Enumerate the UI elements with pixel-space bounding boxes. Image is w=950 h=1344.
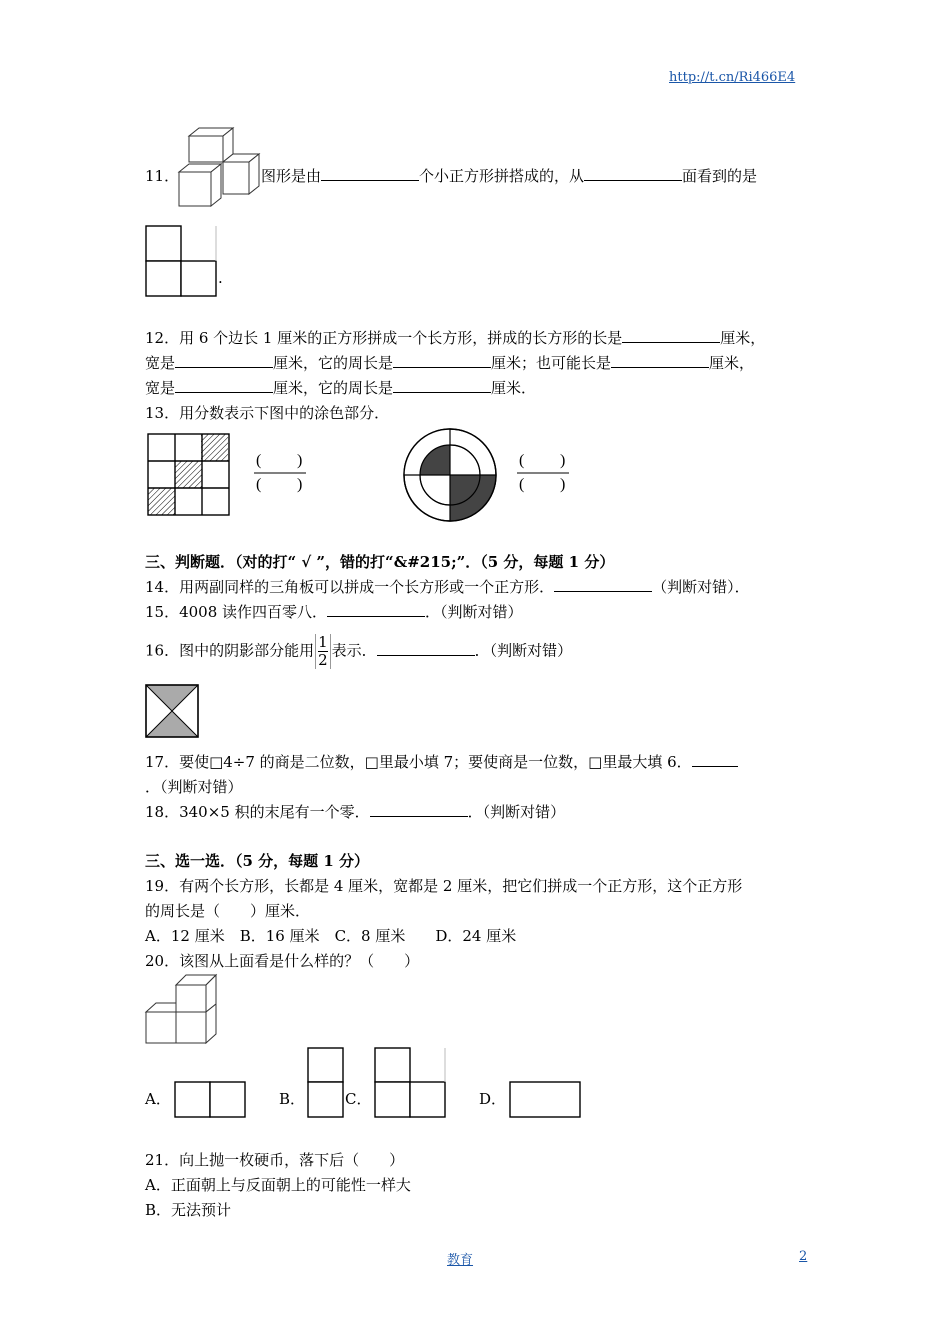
q15-suffix: ．（判断对错）: [425, 603, 523, 621]
q12-l2-c: 厘米；也可能长是: [491, 354, 612, 372]
q12-blank-perimeter-1[interactable]: [393, 353, 491, 368]
q11-blank-2[interactable]: [584, 166, 682, 181]
q20-option-b-figure[interactable]: [307, 1047, 345, 1119]
q13-paren-1b: ): [297, 452, 303, 469]
q12-l3-c: 厘米．: [491, 379, 537, 397]
q16-numerator: 1: [318, 633, 328, 651]
q11-3d-cubes-figure: [177, 124, 261, 208]
q12-l1-a: 12．用 6 个边长 1 厘米的正方形拼成一个长方形，拼成的长方形的长是: [145, 329, 623, 347]
q21-option-b[interactable]: B．无法预计: [145, 1201, 232, 1219]
q17-blank[interactable]: [692, 752, 738, 767]
section-choose-title: 三、选一选．（5 分，每题 1 分）: [145, 852, 370, 870]
q20-option-c-figure[interactable]: [374, 1047, 448, 1119]
q18-suffix: ．（判断对错）: [467, 803, 566, 821]
q15-text: 15．4008 读作四百零八．: [145, 603, 328, 621]
q12-blank-width-2[interactable]: [175, 378, 273, 393]
q11-end-period: .: [218, 269, 223, 287]
q11-text-c: 面看到的是: [682, 167, 758, 185]
q15-line: [145, 602, 523, 622]
q13-paren-1a: (: [256, 452, 262, 469]
q20-text: 20．该图从上面看是什么样的？（ ）: [145, 952, 420, 970]
q20-option-a-label[interactable]: A．: [145, 1090, 171, 1108]
q20-option-d-figure[interactable]: [509, 1081, 583, 1119]
q13-paren-2d: ): [560, 476, 566, 493]
q19-line-2: 的周长是（ ）厘米．: [145, 902, 311, 920]
q16-square-figure: [145, 684, 199, 738]
q13-paren-2b: ): [560, 452, 566, 469]
q13-paren-1c: (: [256, 476, 262, 493]
q20-option-a-figure[interactable]: [174, 1081, 248, 1119]
header-url[interactable]: http://t.cn/Ri466E4: [669, 70, 796, 85]
q12-line-2: [145, 353, 754, 373]
q11-text-a: 图形是由: [261, 167, 322, 185]
q20-option-d-label[interactable]: D．: [479, 1090, 507, 1108]
q17-line-2: ．（判断对错）: [145, 778, 243, 796]
q16-line: [145, 634, 572, 669]
q12-l3-a: 宽是: [145, 379, 176, 397]
q13-paren-2c: (: [519, 476, 525, 493]
q11-view-figure: [145, 225, 220, 299]
q20-option-b-label[interactable]: B．: [279, 1090, 306, 1108]
q18-line: [145, 802, 565, 822]
q12-l1-b: 厘米，: [720, 329, 766, 347]
q12-l2-d: 厘米，: [709, 354, 755, 372]
q16-denominator: 2: [318, 651, 328, 669]
q13-paren-2a: (: [519, 452, 525, 469]
q19-options[interactable]: A．12 厘米 B．16 厘米 C．8 厘米 D．24 厘米: [145, 927, 517, 945]
q20-option-c-label[interactable]: C．: [345, 1090, 372, 1108]
q21-option-a[interactable]: A．正面朝上与反面朝上的可能性一样大: [145, 1176, 411, 1194]
q16-text-b: 表示．: [331, 641, 377, 660]
q14-blank[interactable]: [554, 577, 652, 592]
q16-blank[interactable]: [377, 641, 475, 656]
footer-page-number[interactable]: 2: [799, 1249, 808, 1264]
q13-grid-figure: [147, 433, 231, 517]
q19-line-1: 19．有两个长方形，长都是 4 厘米，宽都是 2 厘米，把它们拼成一个正方形，这个正方形: [145, 877, 743, 895]
q16-fraction: [315, 634, 331, 669]
q16-suffix: ．（判断对错）: [474, 641, 573, 660]
q14-line: [145, 577, 750, 597]
q12-l2-a: 宽是: [145, 354, 176, 372]
q12-line-3: [145, 378, 536, 398]
q12-line-1: [145, 328, 765, 348]
q14-text: 14．用两副同样的三角板可以拼成一个长方形或一个正方形．: [145, 578, 555, 596]
section-judgement-title: 三、判断题．（对的打“ √ ”，错的打“&#215;”．（5 分，每题 1 分）: [145, 553, 615, 571]
q12-l2-b: 厘米，它的周长是: [273, 354, 394, 372]
q15-blank[interactable]: [327, 602, 425, 617]
q11-text: [261, 166, 757, 186]
q12-l3-b: 厘米，它的周长是: [273, 379, 394, 397]
q13-text: 13．用分数表示下图中的涂色部分．: [145, 404, 390, 422]
q21-text: 21．向上抛一枚硬币，落下后（ ）: [145, 1151, 405, 1169]
q11-text-b: 个小正方形拼搭成的，从: [419, 167, 585, 185]
q11-line: [145, 166, 179, 186]
q17-line-1: [145, 752, 738, 772]
q13-ring-figure: [400, 428, 500, 522]
q11-number: 11．: [145, 167, 180, 185]
q18-blank[interactable]: [370, 802, 468, 817]
q17-l1: 17．要使□4÷7 的商是二位数，□里最小填 7；要使商是一位数，□里最大填 6．: [145, 753, 692, 771]
q16-text-a: 16．图中的阴影部分能用: [145, 641, 315, 660]
q14-suffix: （判断对错）．: [652, 578, 750, 596]
q11-blank-1[interactable]: [321, 166, 419, 181]
q12-blank-length-1[interactable]: [622, 328, 720, 343]
q12-blank-width-1[interactable]: [175, 353, 273, 368]
footer-center-link[interactable]: 教育: [447, 1253, 474, 1268]
q12-blank-perimeter-2[interactable]: [393, 378, 491, 393]
q20-3d-figure: [145, 972, 221, 1046]
q18-text: 18．340×5 积的末尾有一个零．: [145, 803, 370, 821]
q13-paren-1d: ): [297, 476, 303, 493]
q12-blank-length-2[interactable]: [611, 353, 709, 368]
